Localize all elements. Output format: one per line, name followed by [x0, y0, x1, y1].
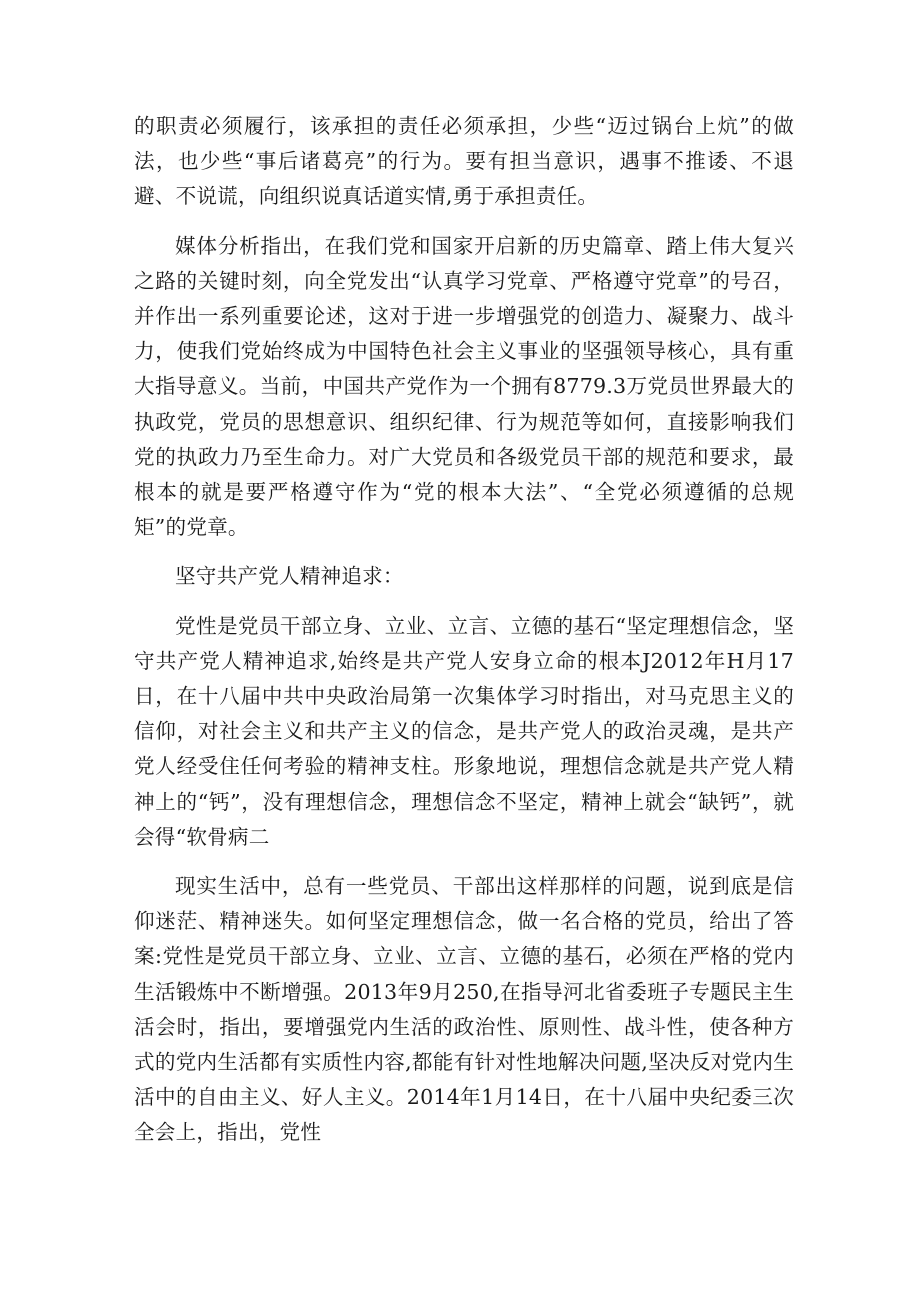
- paragraph-1: 的职责必须履行，该承担的责任必须承担，少些“迈过锅台上炕”的做法，也少些“事后诸葛亮”的行为。要有担当意识，遇事不推诿、不退避、不说谎，向组织说真话道实情,勇于承担责任。: [134, 114, 794, 209]
- paragraph-3: 坚守共产党人精神追求：: [175, 564, 404, 589]
- paragraph-5: 现实生活中，总有一些党员、干部出这样那样的问题，说到底是信仰迷茫、精神迷失。如何坚定理想信念，做一名合格的党员，给出了答案:党性是党员干部立身、立业、立言、立德的基石，必须在严格的党内生活锻炼中不断增强。2013年9月250,在指导河北省委班子专题民主生活会时，指出，要增强党内生活的政治性、原则性、战斗性，使各种方式的党内生活都有实质性内容,都能有针对性地解决问题,坚决反对党内生活中的自由主义、好人主义。2014年1月14日，在十八届中央纪委三次全会上，指出，党性: [134, 874, 794, 1145]
- paragraph-2: 媒体分析指出，在我们党和国家开启新的历史篇章、踏上伟大复兴之路的关键时刻，向全党发出“认真学习党章、严格遵守党章”的号召，并作出一系列重要论述，这对于进一步增强党的创造力、凝聚力、战斗力，使我们党始终成为中国特色社会主义事业的坚强领导核心，具有重大指导意义。当前，中国共产党作为一个拥有8779.3万党员世界最大的执政党，党员的思想意识、组织纪律、行为规范等如何，直接影响我们党的执政力乃至生命力。对广大党员和各级党员干部的规范和要求，最根本的就是要严格遵守作为“党的根本大法”、“全党必须遵循的总规矩”的党章。: [134, 233, 794, 540]
- document-body: [134, 109, 794, 1165]
- paragraph-4: 党性是党员干部立身、立业、立言、立德的基石“坚定理想信念，坚守共产党人精神追求,始终是共产党人安身立命的根本J2012年H月17日，在十八届中共中央政治局第一次集体学习时指出，对马克思主义的信仰，对社会主义和共产主义的信念，是共产党人的政治灵魂，是共产党人经受住任何考验的精神支柱。形象地说，理想信念就是共产党人精神上的“钙”，没有理想信念，理想信念不坚定，精神上就会“缺钙”，就会得“软骨病二: [134, 613, 794, 849]
